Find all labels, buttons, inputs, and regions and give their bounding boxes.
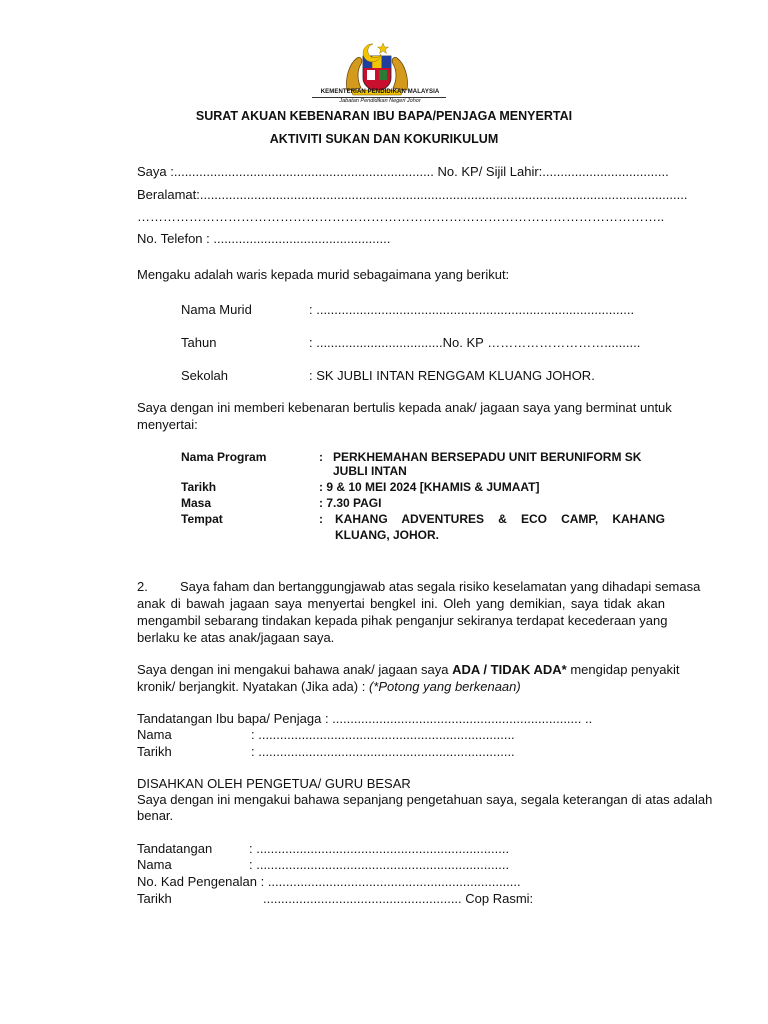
ministry-name: KEMENTERIAN PENDIDIKAN MALAYSIA bbox=[320, 89, 440, 95]
permission-line1: Saya dengan ini memberi kebenaran bertulis kepada anak/ jagaan saya yang berminat untuk bbox=[137, 400, 672, 415]
program-place-value1: KAHANG ADVENTURES & ECO CAMP, KAHANG bbox=[335, 512, 665, 526]
principal-name-label: Nama bbox=[137, 857, 172, 872]
declaration-intro: Mengaku adalah waris kepada murid sebagaimana yang berikut: bbox=[137, 267, 510, 282]
parent-sig-date-field: : ....................................................................... bbox=[251, 744, 515, 759]
illness-line1 bbox=[137, 662, 679, 677]
program-name-colon: : bbox=[319, 450, 323, 464]
student-year-label: Tahun bbox=[181, 335, 217, 350]
program-place-value2: KLUANG, JOHOR. bbox=[335, 528, 440, 542]
student-school-label: Sekolah bbox=[181, 368, 228, 383]
document-subtitle: AKTIVITI SUKAN DAN KOKURIKULUM bbox=[269, 132, 499, 146]
principal-line1: Saya dengan ini mengakui bahawa sepanjang pengetahuan saya, segala keterangan di atas adalah bbox=[137, 792, 713, 807]
principal-heading: DISAHKAN OLEH PENGETUA/ GURU BESAR bbox=[137, 776, 411, 791]
illness-suffix: mengidap penyakit bbox=[566, 662, 680, 677]
program-place-colon: : bbox=[319, 512, 323, 526]
illness-prefix: Saya dengan ini mengakui bahawa anak/ jagaan saya bbox=[137, 662, 453, 677]
program-time-label: Masa bbox=[181, 496, 212, 510]
clause2-line3: mengambil sebarang tindakan kepada pihak penganjur sekiranya terdapat kecederaan yang bbox=[137, 613, 668, 628]
parent-phone-line: No. Telefon : ................................................. bbox=[137, 231, 391, 246]
illness-line2 bbox=[137, 679, 521, 694]
principal-signature-field: : ...................................................................... bbox=[249, 841, 510, 856]
illness-note: (*Potong yang berkenaan) bbox=[368, 679, 521, 694]
permission-paragraph bbox=[137, 400, 672, 433]
clause2-line4: berlaku ke atas anak/jagaan saya. bbox=[137, 630, 335, 645]
student-year-field: : ...................................No. KP ……………………….......... bbox=[309, 335, 641, 350]
principal-signature-label: Tandatangan bbox=[137, 841, 213, 856]
department-name: Jabatan Pendidikan Negeri Johor bbox=[339, 98, 421, 104]
program-name-value1: PERKHEMAHAN BERSEPADU UNIT BERUNIFORM SK bbox=[333, 450, 642, 464]
parent-signature-line: Tandatangan Ibu bapa/ Penjaga : ..................................................................... .. bbox=[137, 711, 593, 726]
parent-sig-date-label: Tarikh bbox=[137, 744, 172, 759]
student-name-label: Nama Murid bbox=[181, 302, 252, 317]
clause2-line1: Saya faham dan bertanggungjawab atas segala risiko keselamatan yang dihadapi semasa bbox=[180, 579, 701, 594]
program-time-value: : 7.30 PAGI bbox=[319, 496, 382, 510]
ministry-crest-icon bbox=[343, 40, 411, 96]
parent-name-line: Saya :........................................................................ No. KP/ Sijil Lahir:................................... bbox=[137, 164, 669, 179]
principal-line2: benar. bbox=[137, 808, 174, 823]
parent-sig-name-label: Nama bbox=[137, 727, 172, 742]
principal-date-label: Tarikh bbox=[137, 891, 172, 906]
student-name-field: : ........................................................................................ bbox=[309, 302, 635, 317]
permission-line2: menyertai: bbox=[137, 416, 198, 432]
principal-name-field: : ...................................................................... bbox=[249, 857, 510, 872]
principal-date-and-stamp: ....................................................... Cop Rasmi: bbox=[263, 891, 534, 906]
parent-sig-name-field: : ....................................................................... bbox=[251, 727, 515, 742]
program-name-label: Nama Program bbox=[181, 450, 267, 464]
illness-line2-prefix: kronik/ berjangkit. Nyatakan (Jika ada) : bbox=[137, 679, 369, 694]
program-date-label: Tarikh bbox=[181, 480, 217, 494]
principal-ic-line: No. Kad Pengenalan : ...................................................................... bbox=[137, 874, 521, 889]
parent-address-line1: Beralamat:....................................................................................................................................... bbox=[137, 187, 688, 202]
program-name-value2: JUBLI INTAN bbox=[333, 464, 407, 478]
clause2-number: 2. bbox=[137, 579, 148, 594]
clause2-line2: anak di bawah jagaan saya menyertai bengkel ini. Oleh yang demikian, saya tidak akan bbox=[137, 596, 665, 611]
program-place-label: Tempat bbox=[181, 512, 223, 526]
document-title: SURAT AKUAN KEBENARAN IBU BAPA/PENJAGA MENYERTAI bbox=[195, 109, 573, 123]
illness-options: ADA / TIDAK ADA* bbox=[452, 662, 567, 677]
parent-address-line2: ………………………………………………………………………………………………………….. bbox=[137, 209, 665, 224]
program-date-value: : 9 & 10 MEI 2024 [KHAMIS & JUMAAT] bbox=[319, 480, 540, 494]
student-school-value: : SK JUBLI INTAN RENGGAM KLUANG JOHOR. bbox=[309, 368, 595, 383]
